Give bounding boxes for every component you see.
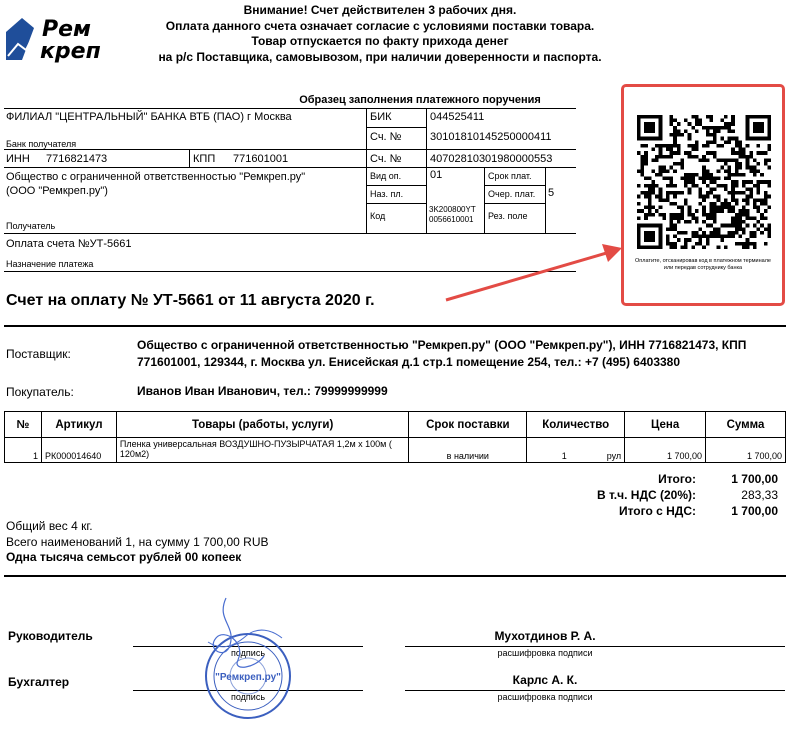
head-name: Мухотдинов Р. А. <box>494 629 596 643</box>
accountant-name: Карлс А. К. <box>512 673 578 687</box>
code-value-line-1: 3K200800YT <box>429 205 476 214</box>
row-price: 1 700,00 <box>625 438 706 463</box>
recipient-name-line-2: (ООО "Ремкреп.ру") <box>6 185 108 197</box>
head-decode-line <box>405 646 785 647</box>
vat-value: 283,33 <box>741 488 778 502</box>
code-label: Код <box>370 211 386 221</box>
recipient-name <box>6 170 362 198</box>
head-label: Руководитель <box>8 629 93 643</box>
qr-caption: Оплатите, отсканировав код в платежном терминале или передав сотруднику банка <box>635 258 771 271</box>
notice-line-3: Товар отпускается по факту прихода денег <box>251 34 509 48</box>
kpp-value: 771601001 <box>233 153 289 165</box>
bank-name: ФИЛИАЛ "ЦЕНТРАЛЬНЫЙ" БАНКА ВТБ (ПАО) г Москва <box>6 111 292 123</box>
col-quantity: Количество <box>527 412 625 438</box>
items-table <box>4 411 786 463</box>
payment-priority-value: 5 <box>548 187 555 199</box>
remkrep-logo <box>4 14 150 64</box>
items-summary: Всего наименований 1, на сумму 1 700,00 RUB <box>6 535 269 549</box>
logo-text-1: Рем <box>42 17 92 42</box>
payment-priority-label: Очер. плат. <box>488 189 536 199</box>
recipient-name-line-1: Общество с ограниченной ответственностью "Ремкреп.ру" <box>6 171 306 183</box>
supplier-details-line-1: Общество с ограниченной ответственностью "Ремкреп.ру" (ООО "Ремкреп.ру"), ИНН 7716821473, КПП <box>137 338 747 352</box>
reserve-field-label: Рез. поле <box>488 211 528 221</box>
row-number: 1 <box>5 438 42 463</box>
payment-purpose-label: Назначение платежа <box>6 259 94 269</box>
supplier-label: Поставщик: <box>6 347 71 361</box>
total-value: 1 700,00 <box>731 472 778 486</box>
vid-op-label: Вид оп. <box>370 171 402 181</box>
table-row <box>5 438 786 463</box>
total-weight: Общий вес 4 кг. <box>6 519 93 533</box>
accountant-decode-line <box>405 690 785 691</box>
col-goods: Товары (работы, услуги) <box>116 412 408 438</box>
amount-in-words: Одна тысяча семьсот рублей 00 копеек <box>6 550 242 564</box>
accountant-decode-caption: расшифровка подписи <box>497 692 593 702</box>
supplier-details <box>137 337 787 371</box>
row-quantity-value: 1 <box>561 451 567 461</box>
corr-account-label: Сч. № <box>370 131 402 143</box>
corr-account-value: 30101810145250000411 <box>430 131 552 143</box>
arrow-icon <box>440 238 640 308</box>
accountant-sign-caption: подпись <box>230 692 266 702</box>
vid-op-value: 01 <box>430 169 443 181</box>
title-divider <box>4 325 786 327</box>
col-sum: Сумма <box>706 412 786 438</box>
invoice-title: Счет на оплату № УТ-5661 от 11 августа 2020 г. <box>6 292 375 309</box>
payment-purpose: Оплата счета №УТ-5661 <box>6 238 132 250</box>
col-sku: Артикул <box>41 412 116 438</box>
payment-purpose-code-label: Наз. пл. <box>370 189 404 199</box>
company-stamp <box>186 590 306 729</box>
code-value-line-2: 0056610001 <box>429 215 474 224</box>
account-label: Сч. № <box>370 153 402 165</box>
stamp-text: "Ремкреп.ру" <box>215 672 281 683</box>
buyer-details: Иванов Иван Иванович, тел.: 79999999999 <box>137 384 388 398</box>
table-header-row <box>5 412 786 438</box>
notice-line-1: Внимание! Счет действителен 3 рабочих дня. <box>243 3 517 17</box>
payment-qr-code[interactable] <box>637 115 771 249</box>
row-delivery: в наличии <box>409 438 527 463</box>
col-delivery: Срок поставки <box>409 412 527 438</box>
notice-line-4: на р/с Поставщика, самовывозом, при наличии доверенности и паспорта. <box>158 49 602 64</box>
row-quantity <box>527 438 625 463</box>
code-value <box>429 205 476 225</box>
bik-label: БИК <box>370 111 392 123</box>
total-label: Итого: <box>658 472 696 486</box>
bik-value: 044525411 <box>430 111 485 123</box>
total-with-vat-value: 1 700,00 <box>731 504 778 518</box>
row-sum: 1 700,00 <box>706 438 786 463</box>
validity-notice <box>150 3 610 65</box>
payment-order-title: Образец заполнения платежного поручения <box>299 94 541 106</box>
recipient-label: Получатель <box>6 221 56 231</box>
logo-text-2: креп <box>40 39 101 64</box>
col-number: № <box>5 412 42 438</box>
total-with-vat-label: Итого с НДС: <box>618 504 696 518</box>
buyer-label: Покупатель: <box>6 385 74 399</box>
accountant-label: Бухгалтер <box>8 675 70 689</box>
head-sign-caption: подпись <box>230 648 266 658</box>
head-decode-caption: расшифровка подписи <box>497 648 593 658</box>
vat-label: В т.ч. НДС (20%): <box>596 488 696 502</box>
payment-term-label: Срок плат. <box>488 171 532 181</box>
account-value: 40702810301980000553 <box>430 153 553 165</box>
notice-line-2: Оплата данного счета означает согласие с условиями поставки товара. <box>165 18 595 33</box>
summary-divider <box>4 575 786 577</box>
supplier-details-line-2: 771601001, 129344, г. Москва ул. Енисейская д.1 стр.1 помещение 254, тел.: +7 (495) 6403380 <box>137 355 681 369</box>
inn-value: 7716821473 <box>46 153 108 165</box>
kpp-label: КПП <box>193 153 216 165</box>
row-sku: РК000014640 <box>41 438 116 463</box>
col-price: Цена <box>625 412 706 438</box>
row-unit: рул <box>606 451 622 461</box>
row-goods-name: Пленка универсальная ВОЗДУШНО-ПУЗЫРЧАТАЯ 1,2м х 100м ( 120м2) <box>116 438 408 463</box>
bank-label: Банк получателя <box>6 139 77 149</box>
inn-label: ИНН <box>6 153 30 165</box>
